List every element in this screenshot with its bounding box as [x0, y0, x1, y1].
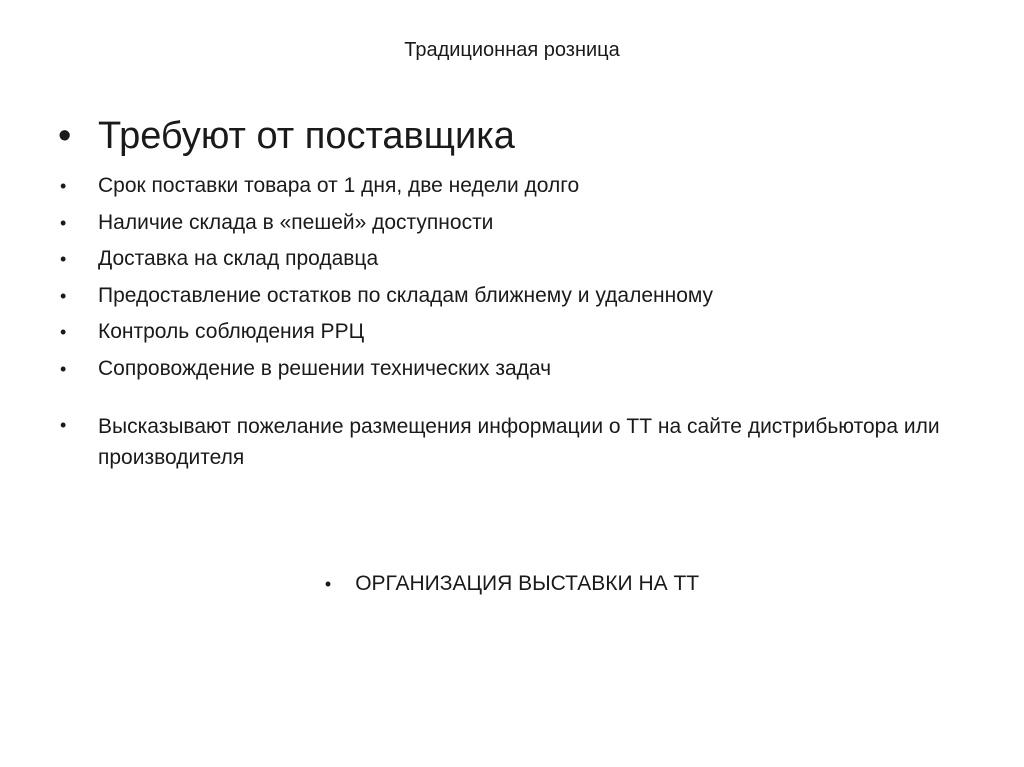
- list-item-text: Доставка на склад продавца: [98, 247, 379, 270]
- list-item-text: Высказывают пожелание размещения информации о ТТ на сайте дистрибьютора или производителя: [98, 414, 940, 469]
- list-item-text: Сопровождение в решении технических задач: [98, 356, 552, 380]
- centered-item: [0, 570, 1024, 598]
- bullet-icon: •: [60, 322, 67, 342]
- heading-item: [58, 112, 958, 160]
- bullet-icon: •: [60, 358, 67, 379]
- bullet-icon: •: [60, 249, 67, 269]
- list-item: [58, 245, 958, 273]
- list-item: [58, 318, 958, 346]
- bullet-icon: •: [60, 414, 67, 435]
- bullet-icon: •: [324, 574, 332, 594]
- centered-item-text: ОРГАНИЗАЦИЯ ВЫСТАВКИ НА ТТ: [355, 572, 700, 595]
- list-item-text: Срок поставки товара от 1 дня, две недели долго: [98, 174, 580, 197]
- list-item-text: Предоставление остатков по складам ближнему и удаленному: [98, 283, 714, 307]
- list-item-text: Контроль соблюдения РРЦ: [98, 320, 365, 343]
- bullet-icon: •: [58, 115, 72, 157]
- heading-text: Требуют от поставщика: [98, 115, 515, 157]
- list-item: [58, 282, 958, 310]
- bullet-icon: •: [60, 285, 67, 306]
- bullet-icon: •: [60, 176, 67, 196]
- list-item: [58, 355, 958, 383]
- bullet-list: [58, 112, 958, 481]
- list-item: [58, 172, 958, 200]
- bullet-icon: •: [60, 212, 67, 233]
- list-item-text: Наличие склада в «пешей» доступности: [98, 210, 494, 234]
- list-item-extra: [58, 411, 958, 473]
- list-item: [58, 209, 958, 237]
- slide-title: Традиционная розница: [404, 39, 620, 61]
